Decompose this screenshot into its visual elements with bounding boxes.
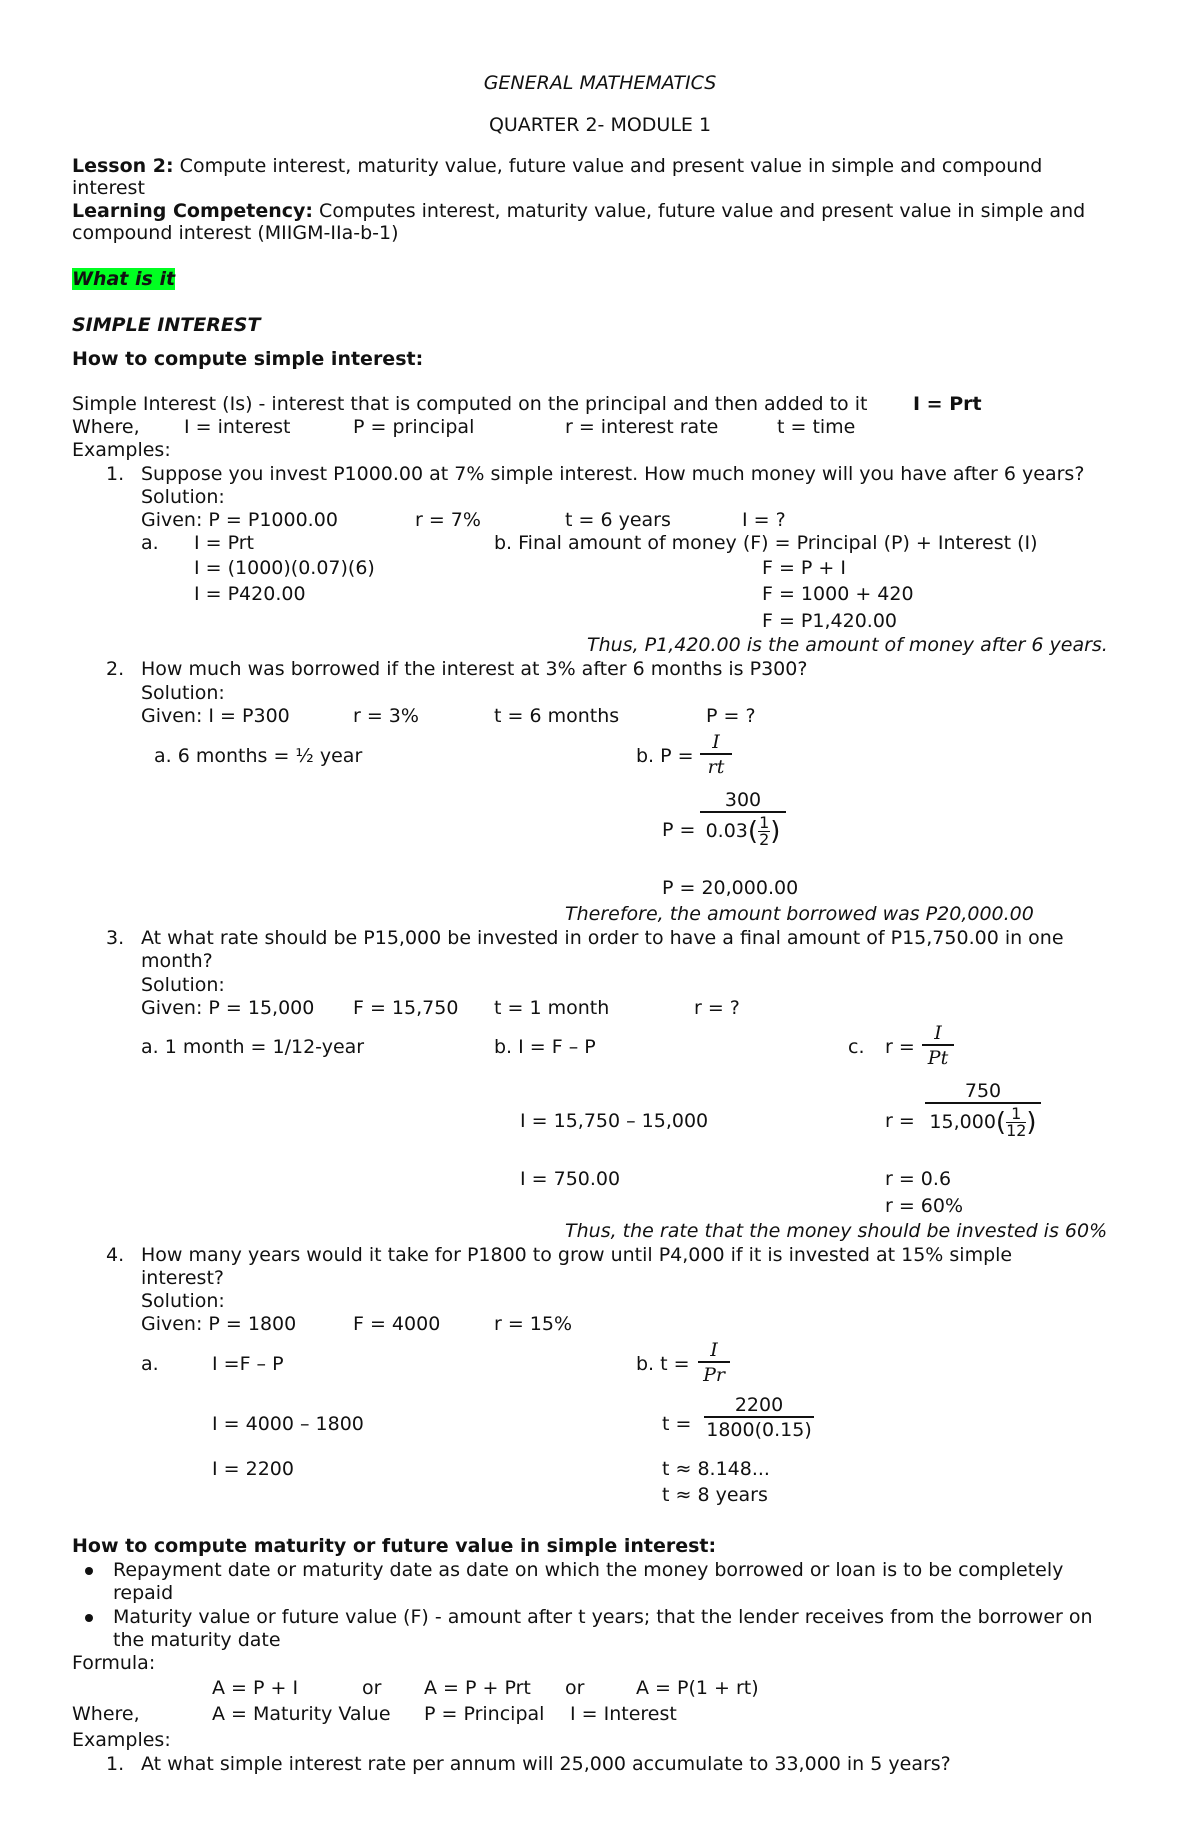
bullet1-text: Repayment date or maturity date as date on which the money borrowed or loan is to be completely [113,1559,1064,1581]
maturity-var-i: I = Interest [570,1703,677,1725]
half-fraction [758,815,770,848]
examples-label: Examples: [72,439,171,461]
ex3-b-step2: I = 15,750 – 15,000 [520,1110,709,1132]
twelfth-den: 12 [1006,1121,1027,1140]
formula-or-1: or [362,1677,382,1699]
competency-line [72,200,1085,222]
lesson-text: Compute interest, maturity value, future value and present value in simple and compound [179,155,1043,177]
ex2-number: 2. [106,658,125,680]
formula-1: A = P + I [212,1677,299,1699]
ex3-question-cont: month? [141,950,213,972]
ex4-question-cont: interest? [141,1267,224,1289]
ex2-given-p: P = ? [706,705,756,727]
ex2-calc-den-value: 0.03 [705,820,748,842]
bullet2-text-cont: the maturity date [113,1629,281,1651]
ex2-result: P = 20,000.00 [662,877,799,899]
ex3-calc-fraction [925,1080,1041,1139]
formula-3: A = P(1 + rt) [636,1677,759,1699]
ex2-given: Given: I = P300 [141,705,290,727]
ex1-a-step1: I = Prt [194,532,254,554]
ex3-c-r: r = [885,1036,915,1058]
ex3-calc-den-value: 15,000 [929,1111,996,1133]
ex3-b-step3: I = 750.00 [520,1168,621,1190]
ex3-question: At what rate should be P15,000 be invested in order to have a final amount of P15,750.00 in one [141,927,1064,949]
maturity-heading: How to compute maturity or future value in simple interest: [72,1535,717,1557]
maturity-var-a: A = Maturity Value [212,1703,391,1725]
bullet2-text: Maturity value or future value (F) - amount after t years; that the lender receives from the borrower on [113,1606,1093,1628]
ex2-conclusion: Therefore, the amount borrowed was P20,000.00 [565,903,1034,925]
ex2-calc-num: 300 [724,789,762,811]
ex1-a-step2: I = (1000)(0.07)(6) [194,557,375,579]
ex2-calc-fraction [700,789,786,848]
var-i: I = interest [184,416,291,438]
ex4-calc-num: 2200 [734,1394,784,1416]
ex3-a-step1: a. 1 month = 1/12-year [141,1036,365,1058]
ex1-given-t: t = 6 years [565,509,671,531]
maturity-where: Where, [72,1703,140,1725]
competency-text: Computes interest, maturity value, future value and present value in simple and [319,200,1086,222]
formula-label: Formula: [72,1652,156,1674]
ex3-given-f: F = 15,750 [353,997,459,1019]
ex4-solution: Solution: [141,1290,225,1312]
ex4-b-label: b. t = [636,1353,690,1375]
twelfth-fraction [1006,1106,1026,1139]
ex3-given-t: t = 1 month [494,997,610,1019]
module-title: QUARTER 2- MODULE 1 [488,114,712,136]
simple-interest-heading: SIMPLE INTEREST [72,314,261,336]
formula-or-2: or [565,1677,585,1699]
ex3-formula-fraction [922,1022,954,1070]
ex3-number: 3. [106,927,125,949]
what-is-it-heading [72,268,175,290]
formula-2: A = P + Prt [424,1677,531,1699]
ex1-a-step3: I = P420.00 [194,583,306,605]
ex2-given-r: r = 3% [353,705,419,727]
ex2-frac-den: rt [707,756,725,778]
ex1-solution: Solution: [141,486,225,508]
ex2-a-step1: a. 6 months = ½ year [154,745,363,767]
ex1-conclusion: Thus, P1,420.00 is the amount of money after 6 years. [587,634,1108,656]
half-den: 2 [759,830,770,849]
competency-label: Learning Competency: [72,200,313,222]
ex2-formula-fraction [700,731,732,779]
competency-text-cont: compound interest (MIIGM-IIa-b-1) [72,222,399,244]
ex3-r2-label: r = [885,1110,915,1132]
ex4-a-label: a. [141,1353,159,1375]
bullet-icon [85,1567,93,1575]
ex3-frac-num: I [934,1022,942,1044]
half-num: 1 [759,813,770,832]
ex3-calc-den [925,1104,1041,1139]
maturity-ex1-number: 1. [106,1753,125,1775]
var-t: t = time [777,416,856,438]
ex3-frac-den: Pt [927,1047,949,1069]
maturity-examples-label: Examples: [72,1729,171,1751]
lesson-label: Lesson 2: [72,155,174,177]
ex1-b-step3: F = 1000 + 420 [762,583,914,605]
ex4-a-step3: I = 2200 [212,1458,294,1480]
ex4-t2-label: t = [662,1413,692,1435]
ex1-b-step1: b. Final amount of money (F) = Principal (P) + Interest (I) [494,532,1038,554]
simple-interest-definition: Simple Interest (Is) - interest that is computed on the principal and then added to it [72,393,868,415]
paren-open: ( [995,1107,1007,1138]
ex4-calc-den: 1800(0.15) [706,1419,812,1441]
bullet-icon [85,1614,93,1622]
paren-close: ) [770,816,781,847]
ex3-given-r: r = ? [694,997,740,1019]
var-p: P = principal [353,416,475,438]
ex3-c-label: c. [848,1036,865,1058]
ex4-given: Given: P = 1800 [141,1313,297,1335]
ex3-b-step1: b. I = F – P [494,1036,596,1058]
ex1-question: Suppose you invest P1000.00 at 7% simple interest. How much money will you have after 6 years? [141,463,1085,485]
ex4-a-step2: I = 4000 – 1800 [212,1413,364,1435]
simple-interest-formula: I = Prt [913,393,982,415]
maturity-ex1-question: At what simple interest rate per annum will 25,000 accumulate to 33,000 in 5 years? [141,1753,951,1775]
ex4-number: 4. [106,1244,125,1266]
ex4-given-f: F = 4000 [353,1313,441,1335]
ex2-question: How much was borrowed if the interest at 3% after 6 months is P300? [141,658,808,680]
ex3-given: Given: P = 15,000 [141,997,315,1019]
ex3-r3: r = 0.6 [885,1168,952,1190]
ex4-formula-fraction [698,1339,730,1387]
ex2-calc-den [700,813,786,848]
ex1-number: 1. [106,463,125,485]
ex1-given: Given: P = P1000.00 [141,509,338,531]
ex4-frac-num: I [710,1339,718,1361]
lesson-line [72,155,1042,177]
ex3-conclusion: Thus, the rate that the money should be invested is 60% [565,1220,1108,1242]
ex4-question: How many years would it take for P1800 to grow until P4,000 if it is invested at 15% simple [141,1244,1013,1266]
lesson-text-cont: interest [72,177,145,199]
bullet1-text-cont: repaid [113,1582,174,1604]
ex2-p-label: P = [662,819,696,841]
ex4-a-step1: I =F – P [212,1353,284,1375]
document-title: GENERAL MATHEMATICS [483,72,717,94]
ex1-a-label: a. [141,532,159,554]
twelfth-num: 1 [1006,1106,1026,1123]
ex4-calc-fraction [704,1394,814,1442]
ex3-r4: r = 60% [885,1195,964,1217]
where-label: Where, [72,416,140,438]
ex4-t4: t ≈ 8 years [662,1484,768,1506]
ex1-given-i: I = ? [742,509,786,531]
ex1-b-step2: F = P + I [762,557,846,579]
what-is-it-highlight: What is it [72,268,176,290]
maturity-var-p: P = Principal [424,1703,545,1725]
ex4-t3: t ≈ 8.148... [662,1458,770,1480]
ex4-frac-den: Pr [703,1364,725,1386]
how-compute-heading: How to compute simple interest: [72,348,424,370]
paren-open: ( [747,816,759,847]
paren-close: ) [1026,1107,1037,1138]
ex1-given-r: r = 7% [415,509,481,531]
ex2-frac-num: I [712,731,720,753]
ex1-b-step4: F = P1,420.00 [762,610,897,632]
ex2-given-t: t = 6 months [494,705,620,727]
ex2-b-label: b. P = [636,745,694,767]
ex3-calc-num: 750 [964,1080,1002,1102]
var-r: r = interest rate [565,416,719,438]
ex3-solution: Solution: [141,974,225,996]
ex4-given-r: r = 15% [494,1313,573,1335]
ex2-solution: Solution: [141,682,225,704]
